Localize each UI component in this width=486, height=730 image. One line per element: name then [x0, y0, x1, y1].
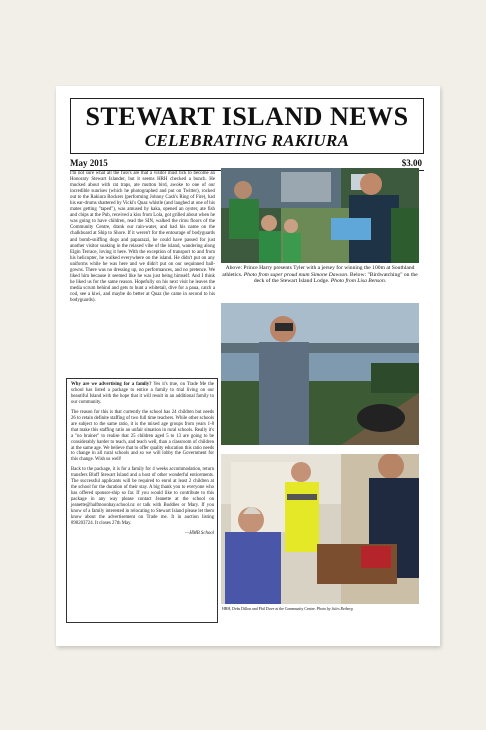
photo-jersey-presentation: [221, 168, 419, 263]
photo-credit: Photo from Lisa Benson.: [330, 278, 387, 285]
photo-birdwatching: [221, 303, 419, 445]
article-signoff: —HMB School: [185, 530, 214, 536]
masthead: [70, 98, 424, 154]
article-question: Why are we advertising for a family?: [71, 382, 152, 387]
photo-community-centre: [221, 454, 419, 604]
article-paragraph: The reason for this is that currently the school has 24 children but needs 26 to retain definite staffing of two full time teachers. While other schools are subject to the same ratio, it is the mixed age groups from years 1-8 that make this staffing ratio an unfair situation in rural schools. Really it's a "no brainer" to realise that 25 children aged 5 to 13 are going to be considerably harder to teach, and teach well, than a classroom of children at the same age. We believe that to offer quality education this ratio needs to change in all rural schools and so we will lobby the Government for this change. Wish us well!: [71, 409, 214, 463]
article-school-family: [66, 378, 218, 623]
article-paragraph: Why are we advertising for a family? Yes it's true, on Trade Me the school has listed a package to entice a family to trial living on our beautiful Island with the hope that it will result in an additional family to our community.: [71, 382, 215, 405]
newspaper-subtitle: CELEBRATING RAKIURA: [144, 131, 350, 150]
photo-credit: Photo from super proud mum Simone Dawson: [243, 271, 348, 278]
photo-credit: Photo by Jules Retberg: [316, 607, 353, 611]
issue-date: May 2015: [70, 158, 108, 168]
article-paragraph: Back to the package, it is for a family for 4 weeks accommodation, return transfers Bluff Stewart Island and a host of other wonderful enticements. The successful applicants will be required to enrol at least 2 children at the school for the duration of their stay. A big thank you to everyone who has offered sponsor-ship so far. If you would like to contribute to this package in any way please contact Jeanette at the school on jeanette@halfmoonbay.school.nz or talk with Boddies or Mary. If you know of a family interested in relocating to Stewart Island please let them know about the advertisement on Trade me. It in auction listing 898203724. It closes 27th May.: [71, 467, 214, 526]
issue-price: $3.00: [401, 158, 422, 168]
newspaper-title: STEWART ISLAND NEWS: [85, 102, 409, 131]
photo-caption-top: Above: Prince Harry presents Tyler with a jersey for winning the 100m at Southland athletics. Photo from super proud mum Simone Dawson. Below: "Birdwatching" on the deck of the Stewart Island Lodge. Photo from Lisa Benson.: [222, 265, 418, 285]
article-prince-visit: I'm not sure what all the fuss's are that a visitor must tick to become an Honorary Stewart Islander, but it seems HRH checked a bunch. He mucked about with rat traps, ate mutton bird, awoke to one of our incredible sunrises (which he photographed and put on Twitter), rocked out to the Rakiura Rockers (performing Johnny Cash's Ring of Fire), had his ear-drums shattered by Vicki's Quaz whistle (and laughed at one of his mates getting "taped"), was amused by kaka, opened an oyster, ate fish and chips at the Pub, received a kiss from Lola, got grilled about when he was going to have children, read the SIN, walked the rimu floors of the Community Centre, drank our rain-water, and had his name on the chalkboard at Ship to Shore. If it weren't for the entourage of bodyguards and bomb-sniffing dogs and paparazzi, he could have passed for just another visitor soaking in the relaxed vibe of the island, wandering along Elgin Terrace, loving it here. With the exception of transport to and from his helicopter, he walked everywhere on the island. He didn't put on any uniforms while he was here and we didn't put on our sequinned ball-gowns. There was no dressing up, no performances, and no pretence. We liked him because it seemed like he was just being himself. And I think he liked us for the same reason. Hopefully on his next visit he leaves the media scrum behind and gets to hunt a whitetail, dive for a paua, catch a cod, see a kiwi, and maybe do better at Quaz (he came in second to his bodyguards).: [70, 171, 215, 303]
photo-caption-bottom: HRH, Debs Dillon and Phil Dove at the Community Centre. Photo by Jules Retberg: [222, 607, 353, 611]
